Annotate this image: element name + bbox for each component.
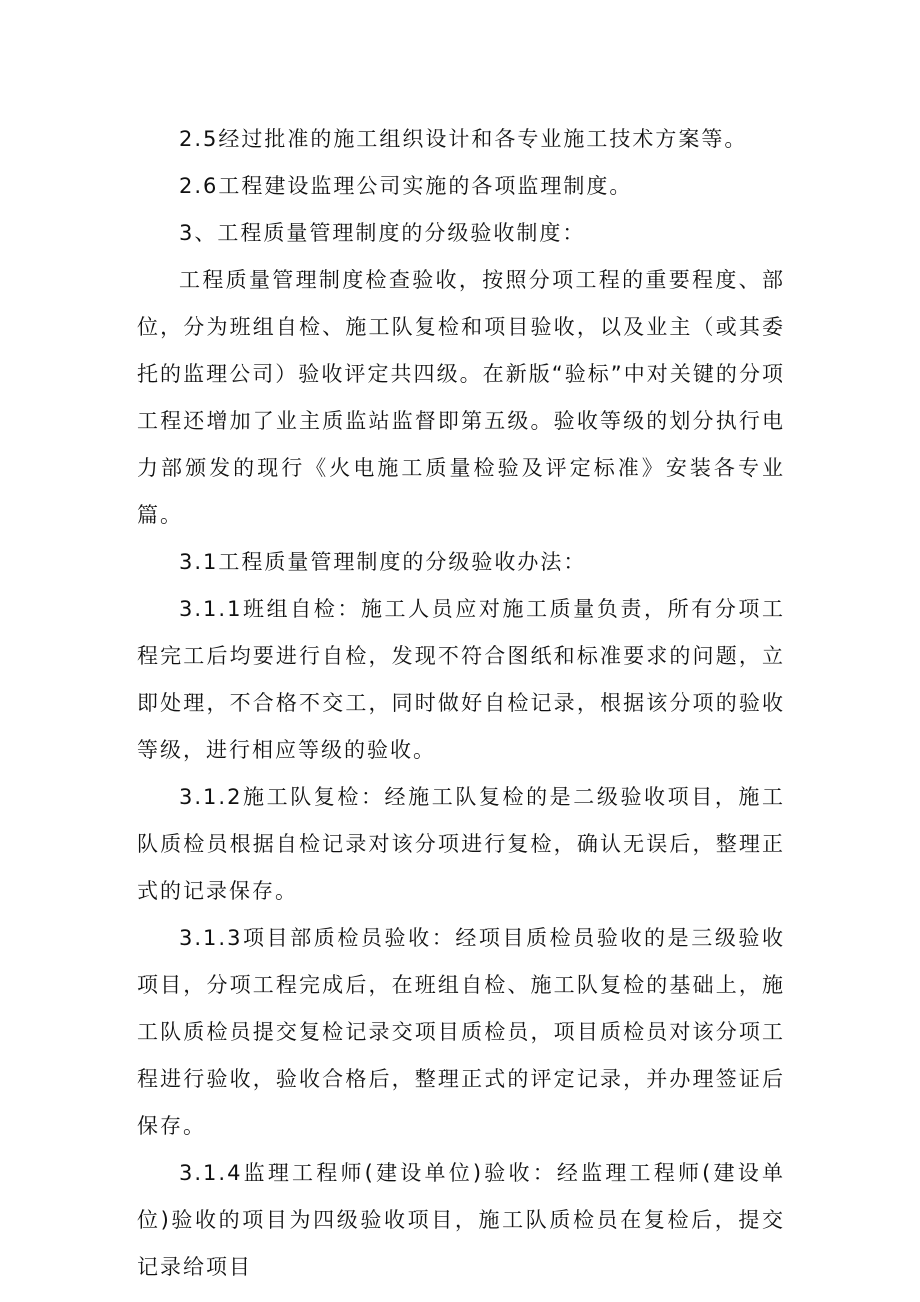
section-heading-3-1: 3.1工程质量管理制度的分级验收办法： <box>179 550 587 574</box>
paragraph-3-1-4: 3.1.4监理工程师(建设单位)验收：经监理工程师(建设单位)验收的项目为四级验收项目，施工队质检员在复检后，提交记录给项目 <box>137 1161 785 1279</box>
paragraph-3-1-3: 3.1.3项目部质检员验收：经项目质检员验收的是三级验收项目，分项工程完成后，在班组自检、施工队复检的基础上，施工队质检员提交复检记录交项目质检员，项目质检员对该分项工程进行验收，验收合格后，整理正式的评定记录，并办理签证后保存。 <box>137 926 785 1138</box>
paragraph-3-1-1: 3.1.1班组自检：施工人员应对施工质量负责，所有分项工程完工后均要进行自检，发现不符合图纸和标准要求的问题，立即处理，不合格不交工，同时做好自检记录，根据该分项的验收等级，进行相应等级的验收。 <box>137 597 785 762</box>
document-body <box>137 116 785 1291</box>
paragraph-2-6: 2.6工程建设监理公司实施的各项监理制度。 <box>179 174 633 198</box>
paragraph-acceptance-levels: 工程质量管理制度检查验收，按照分项工程的重要程度、部位，分为班组自检、施工队复检和项目验收，以及业主（或其委托的监理公司）验收评定共四级。在新版“验标”中对关键的分项工程还增加了业主质监站监督即第五级。验收等级的划分执行电力部颁发的现行《火电施工质量检验及评定标准》安装各专业篇。 <box>137 268 785 527</box>
paragraph-3-1-2: 3.1.2施工队复检：经施工队复检的是二级验收项目，施工队质检员根据自检记录对该分项进行复检，确认无误后，整理正式的记录保存。 <box>137 785 785 903</box>
section-heading-3: 3、工程质量管理制度的分级验收制度： <box>179 221 586 245</box>
paragraph-2-5: 2.5经过批准的施工组织设计和各专业施工技术方案等。 <box>179 127 748 151</box>
